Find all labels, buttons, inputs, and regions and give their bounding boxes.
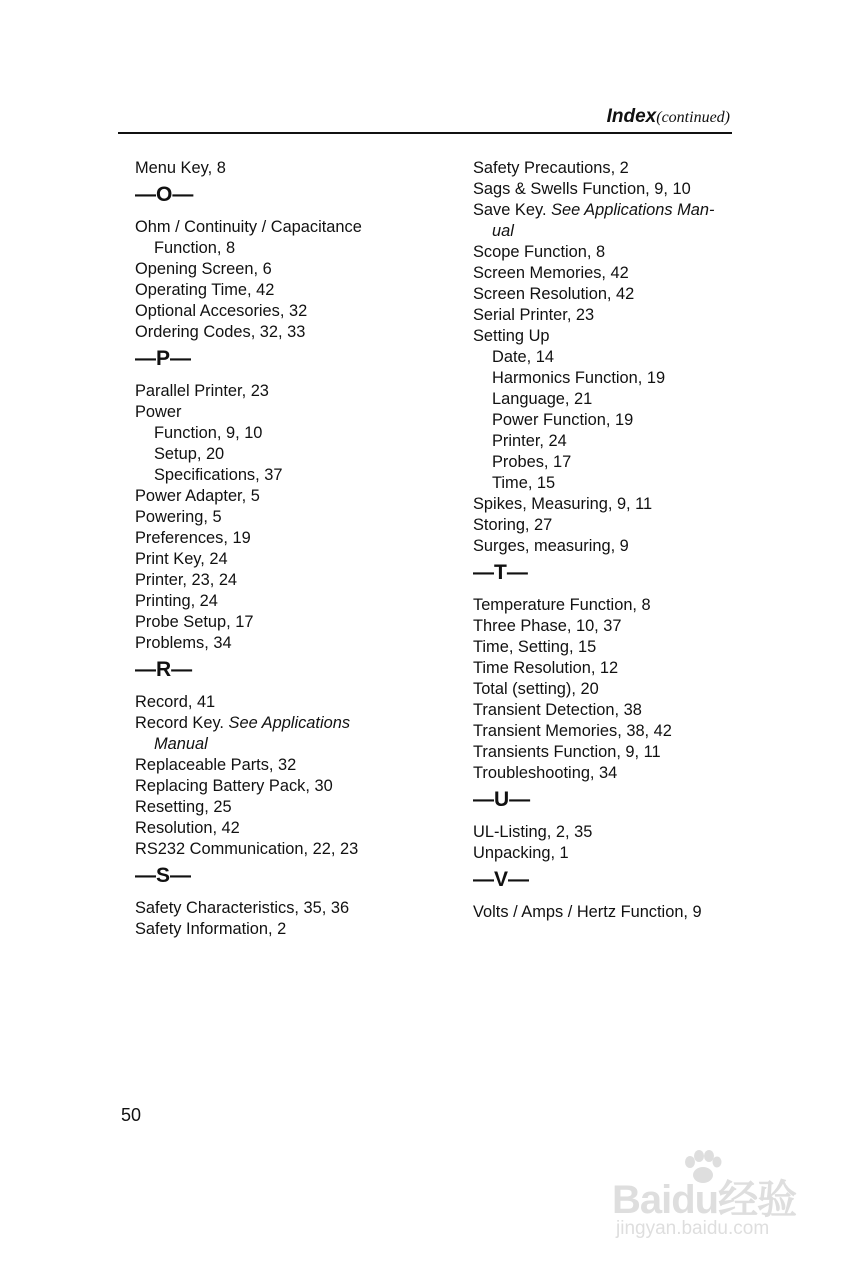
entry-text: —V— (473, 868, 530, 891)
index-entry (135, 259, 465, 280)
entry-text: Printer, 24 (492, 432, 567, 450)
entry-text: Probe Setup, 17 (135, 613, 254, 631)
index-entry (473, 200, 753, 221)
index-letter-heading (135, 181, 465, 209)
index-entry (135, 919, 465, 940)
index-entry (135, 818, 465, 839)
entry-text: Transient Memories, 38, 42 (473, 722, 672, 740)
watermark-brand: Baidu经验 (612, 1178, 797, 1222)
page-number: 50 (121, 1105, 142, 1125)
index-letter-heading (473, 559, 753, 587)
entry-see-reference: Manual (154, 735, 208, 753)
watermark-url: jingyan.baidu.com (616, 1218, 770, 1239)
index-entry (135, 486, 465, 507)
entry-text: Problems, 34 (135, 634, 232, 652)
header-title: Index (606, 106, 657, 127)
index-subentry (473, 473, 753, 494)
index-subentry (473, 452, 753, 473)
entry-text: Parallel Printer, 23 (135, 382, 269, 400)
index-entry (473, 822, 753, 843)
entry-text: Time, 15 (492, 474, 556, 492)
index-entry (473, 263, 753, 284)
entry-text: Replaceable Parts, 32 (135, 756, 297, 774)
entry-text: Powering, 5 (135, 508, 222, 526)
entry-text: Scope Function, 8 (473, 243, 606, 261)
index-entry-continuation (473, 221, 753, 242)
index-column-left (135, 158, 465, 940)
header-text (607, 106, 730, 128)
entry-see-reference: See Applications Man- (551, 201, 715, 219)
index-entry (473, 721, 753, 742)
entry-text: Operating Time, 42 (135, 281, 275, 299)
index-entry (473, 179, 753, 200)
index-entry (135, 755, 465, 776)
page-header (118, 104, 732, 134)
index-entry (473, 305, 753, 326)
entry-text: Probes, 17 (492, 453, 572, 471)
entry-text: Storing, 27 (473, 516, 553, 534)
entry-text: Specifications, 37 (154, 466, 283, 484)
entry-text: —P— (135, 347, 192, 370)
entry-text: Date, 14 (492, 348, 554, 366)
entry-text: UL-Listing, 2, 35 (473, 823, 593, 841)
entry-text: Record Key. (135, 714, 229, 732)
index-entry (135, 507, 465, 528)
index-entry (135, 381, 465, 402)
index-entry (135, 402, 465, 423)
index-subentry (135, 444, 465, 465)
index-entry (473, 843, 753, 864)
index-entry (135, 217, 465, 238)
header-subtitle: (continued) (656, 109, 730, 126)
index-letter-heading (135, 656, 465, 684)
entry-text: Save Key. (473, 201, 552, 219)
index-entry (135, 612, 465, 633)
index-entry (473, 326, 753, 347)
index-entry (135, 322, 465, 343)
entry-text: Serial Printer, 23 (473, 306, 595, 324)
entry-text: Spikes, Measuring, 9, 11 (473, 495, 653, 513)
entry-text: Setup, 20 (154, 445, 225, 463)
index-letter-heading (473, 786, 753, 814)
index-subentry (135, 423, 465, 444)
index-letter-heading (135, 345, 465, 373)
index-entry (135, 839, 465, 860)
entry-text: Safety Characteristics, 35, 36 (135, 899, 350, 917)
entry-text: Safety Information, 2 (135, 920, 287, 938)
entry-text: Sags & Swells Function, 9, 10 (473, 180, 691, 198)
entry-text: Temperature Function, 8 (473, 596, 651, 614)
index-entry-continuation (135, 734, 465, 755)
entry-text: —U— (473, 788, 531, 811)
index-entry (473, 616, 753, 637)
entry-text: Volts / Amps / Hertz Function, 9 (473, 903, 702, 921)
entry-text: Unpacking, 1 (473, 844, 569, 862)
entry-text: Opening Screen, 6 (135, 260, 272, 278)
entry-text: Time Resolution, 12 (473, 659, 619, 677)
index-entry (473, 763, 753, 784)
entry-text: Print Key, 24 (135, 550, 228, 568)
index-entry (473, 902, 753, 923)
index-entry (473, 494, 753, 515)
entry-text: Total (setting), 20 (473, 680, 599, 698)
index-entry (135, 549, 465, 570)
entry-text: Time, Setting, 15 (473, 638, 597, 656)
index-entry (135, 692, 465, 713)
entry-text: Printing, 24 (135, 592, 218, 610)
entry-text: Power (135, 403, 182, 421)
entry-text: Record, 41 (135, 693, 216, 711)
entry-text: RS232 Communication, 22, 23 (135, 840, 359, 858)
entry-text: Language, 21 (492, 390, 593, 408)
index-entry (473, 242, 753, 263)
watermark (612, 1150, 812, 1245)
index-column-right (473, 158, 753, 923)
index-entry (473, 595, 753, 616)
index-subentry (473, 389, 753, 410)
index-entry (135, 591, 465, 612)
entry-text: Function, 8 (154, 239, 236, 257)
index-entry (135, 280, 465, 301)
index-letter-heading (135, 862, 465, 890)
entry-text: —O— (135, 183, 194, 206)
index-entry (135, 898, 465, 919)
index-entry (473, 658, 753, 679)
entry-text: Screen Memories, 42 (473, 264, 629, 282)
index-entry (135, 713, 465, 734)
index-subentry (473, 431, 753, 452)
index-entry (473, 515, 753, 536)
index-entry (473, 700, 753, 721)
index-entry (135, 301, 465, 322)
index-subentry (473, 410, 753, 431)
entry-text: Surges, measuring, 9 (473, 537, 629, 555)
index-entry (135, 797, 465, 818)
index-letter-heading (473, 866, 753, 894)
index-subentry (473, 347, 753, 368)
index-entry (135, 158, 465, 179)
entry-text: Printer, 23, 24 (135, 571, 238, 589)
entry-text: Replacing Battery Pack, 30 (135, 777, 333, 795)
index-entry (135, 570, 465, 591)
entry-text: Preferences, 19 (135, 529, 251, 547)
entry-text: —S— (135, 864, 192, 887)
entry-text: Resetting, 25 (135, 798, 232, 816)
entry-text: Menu Key, 8 (135, 159, 226, 177)
entry-text: Power Adapter, 5 (135, 487, 260, 505)
entry-text: Screen Resolution, 42 (473, 285, 635, 303)
entry-text: Transient Detection, 38 (473, 701, 642, 719)
entry-text: Three Phase, 10, 37 (473, 617, 622, 635)
entry-text: Troubleshooting, 34 (473, 764, 618, 782)
entry-text: —R— (135, 658, 193, 681)
entry-see-reference: See Applications (228, 714, 351, 732)
index-entry (473, 536, 753, 557)
index-entry (473, 679, 753, 700)
entry-text: —T— (473, 561, 528, 584)
entry-see-reference: ual (492, 222, 514, 240)
index-entry (473, 742, 753, 763)
entry-text: Ordering Codes, 32, 33 (135, 323, 306, 341)
index-subentry (135, 465, 465, 486)
entry-text: Power Function, 19 (492, 411, 634, 429)
entry-text: Optional Accesories, 32 (135, 302, 308, 320)
entry-text: Resolution, 42 (135, 819, 240, 837)
entry-text: Function, 9, 10 (154, 424, 263, 442)
index-entry-continuation (135, 238, 465, 259)
entry-text: Ohm / Continuity / Capacitance (135, 218, 362, 236)
entry-text: Transients Function, 9, 11 (473, 743, 661, 761)
index-entry (135, 633, 465, 654)
index-entry (473, 158, 753, 179)
index-entry (473, 284, 753, 305)
entry-text: Setting Up (473, 327, 550, 345)
entry-text: Safety Precautions, 2 (473, 159, 629, 177)
index-entry (473, 637, 753, 658)
index-subentry (473, 368, 753, 389)
index-entry (135, 776, 465, 797)
index-entry (135, 528, 465, 549)
entry-text: Harmonics Function, 19 (492, 369, 666, 387)
